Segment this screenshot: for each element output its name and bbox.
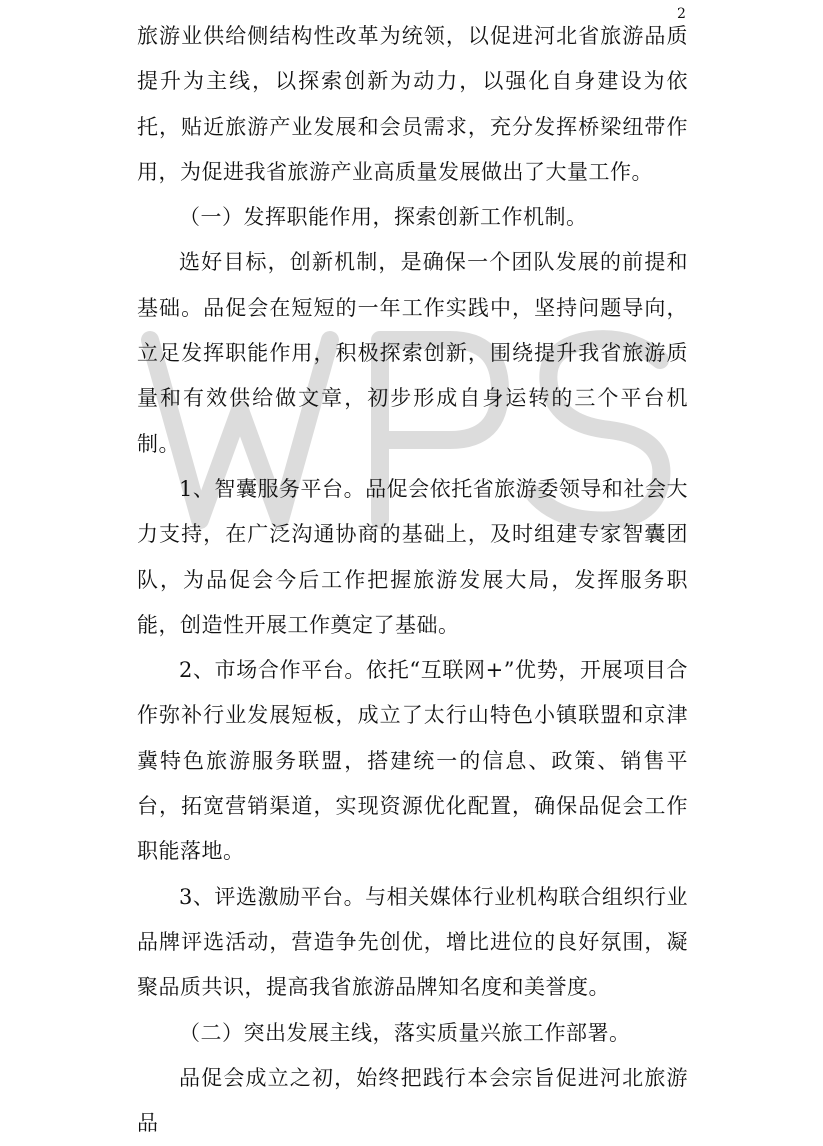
section-heading-2: （二）突出发展主线，落实质量兴旅工作部署。: [179, 1020, 631, 1045]
page-number: 2: [677, 6, 686, 22]
document-body: [137, 14, 688, 1146]
paragraph-selection-incentive-platform: 3、评选激励平台。与相关媒体行业机构联合组织行业品牌评选活动，营造争先创优，增比进位的良好氛围，凝聚品质共识，提高我省旅游品牌知名度和美誉度。: [137, 884, 688, 1000]
paragraph-intro-continuation: 旅游业供给侧结构性改革为统领，以促进河北省旅游品质提升为主线，以探索创新为动力，以强化自身建设为依托，贴近旅游产业发展和会员需求，充分发挥桥梁纽带作用，为促进我省旅游产业高质量发展做出了大量工作。: [137, 24, 688, 184]
paragraph-founding: 品促会成立之初，始终把践行本会宗旨促进河北旅游品: [137, 1065, 688, 1136]
paragraph-think-tank-platform: 1、智囊服务平台。品促会依托省旅游委领导和社会大力支持，在广泛沟通协商的基础上，及时组建专家智囊团队，为品促会今后工作把握旅游发展大局，发挥服务职能，创造性开展工作奠定了基础。: [137, 476, 688, 637]
paragraph-mechanism: 选好目标，创新机制，是确保一个团队发展的前提和基础。品促会在短短的一年工作实践中，坚持问题导向，立足发挥职能作用，积极探索创新，围绕提升我省旅游质量和有效供给做文章，初步形成自身运转的三个平台机制。: [137, 250, 688, 456]
section-heading-1: （一）发挥职能作用，探索创新工作机制。: [179, 205, 588, 230]
paragraph-market-cooperation-platform: 2、市场合作平台。依托“互联网+”优势，开展项目合作弥补行业发展短板，成立了太行山特色小镇联盟和京津冀特色旅游服务联盟，搭建统一的信息、政策、销售平台，拓宽营销渠道，实现资源优化配置，确保品促会工作职能落地。: [137, 658, 688, 864]
